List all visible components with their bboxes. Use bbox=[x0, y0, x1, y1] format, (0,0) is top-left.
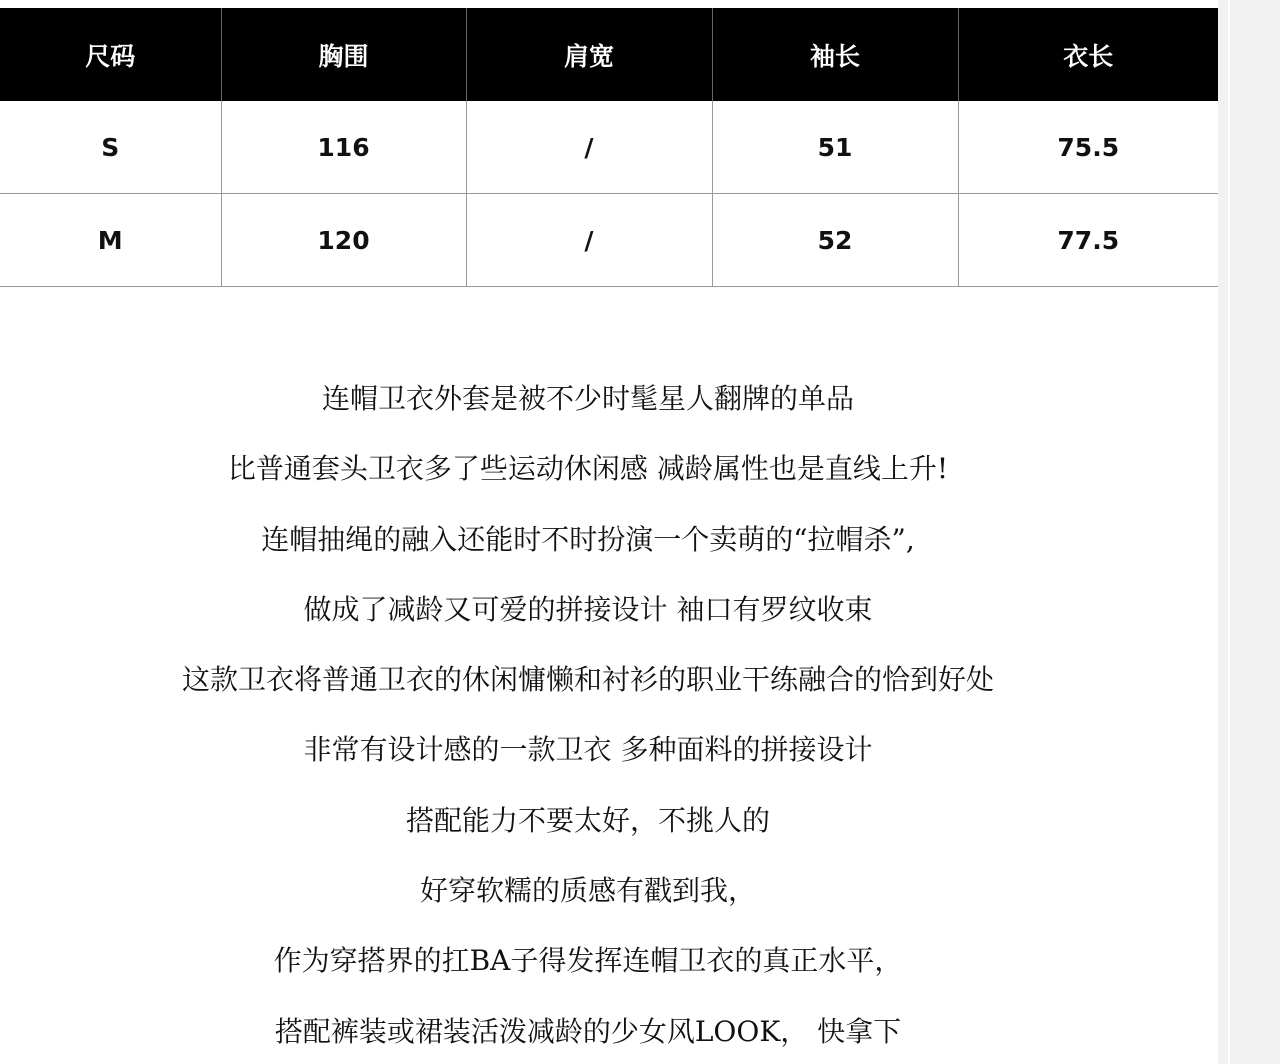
description-line: 做成了减龄又可爱的拼接设计 袖口有罗纹收束 bbox=[303, 592, 873, 626]
cell-size: M bbox=[0, 194, 221, 287]
header-shoulder: 肩宽 bbox=[466, 8, 712, 101]
header-sleeve: 袖长 bbox=[712, 8, 958, 101]
description-line: 连帽卫衣外套是被不少时髦星人翻牌的单品 bbox=[321, 382, 854, 415]
description-line: 连帽抽绳的融入还能时不时扮演一个卖萌的“拉帽杀”, bbox=[261, 522, 915, 556]
scrollbar-track[interactable] bbox=[1218, 0, 1280, 1064]
cell-size: S bbox=[0, 101, 221, 194]
description-line: 搭配能力不要太好，不挑人的 bbox=[405, 803, 770, 837]
description-line: 这款卫衣将普通卫衣的休闲慵懒和衬衫的职业干练融合的恰到好处 bbox=[181, 663, 994, 697]
cell-length: 75.5 bbox=[958, 101, 1218, 194]
description-line: 比普通套头卫衣多了些运动休闲感 减龄属性也是直线上升! bbox=[227, 452, 949, 486]
cell-sleeve: 52 bbox=[712, 194, 958, 287]
cell-length: 77.5 bbox=[958, 194, 1218, 287]
table-row bbox=[0, 101, 1218, 194]
description-line: 非常有设计感的一款卫衣 多种面料的拼接设计 bbox=[303, 733, 873, 767]
product-description bbox=[0, 364, 1176, 1064]
description-line: 搭配裤装或裙装活泼减龄的少女风LOOK， 快拿下 bbox=[274, 1014, 902, 1048]
cell-chest: 120 bbox=[221, 194, 466, 287]
size-chart-table bbox=[0, 8, 1218, 287]
size-chart-header-row bbox=[0, 8, 1218, 101]
header-size: 尺码 bbox=[0, 8, 221, 101]
cell-chest: 116 bbox=[221, 101, 466, 194]
table-row bbox=[0, 194, 1218, 287]
description-line: 好穿软糯的质感有戳到我， bbox=[419, 874, 756, 908]
description-line: 作为穿搭界的扛BA子得发挥连帽卫衣的真正水平， bbox=[273, 944, 903, 978]
scrollbar-gutter bbox=[1228, 0, 1230, 1064]
header-length: 衣长 bbox=[958, 8, 1218, 101]
cell-shoulder: / bbox=[466, 194, 712, 287]
cell-sleeve: 51 bbox=[712, 101, 958, 194]
header-chest: 胸围 bbox=[221, 8, 466, 101]
cell-shoulder: / bbox=[466, 101, 712, 194]
